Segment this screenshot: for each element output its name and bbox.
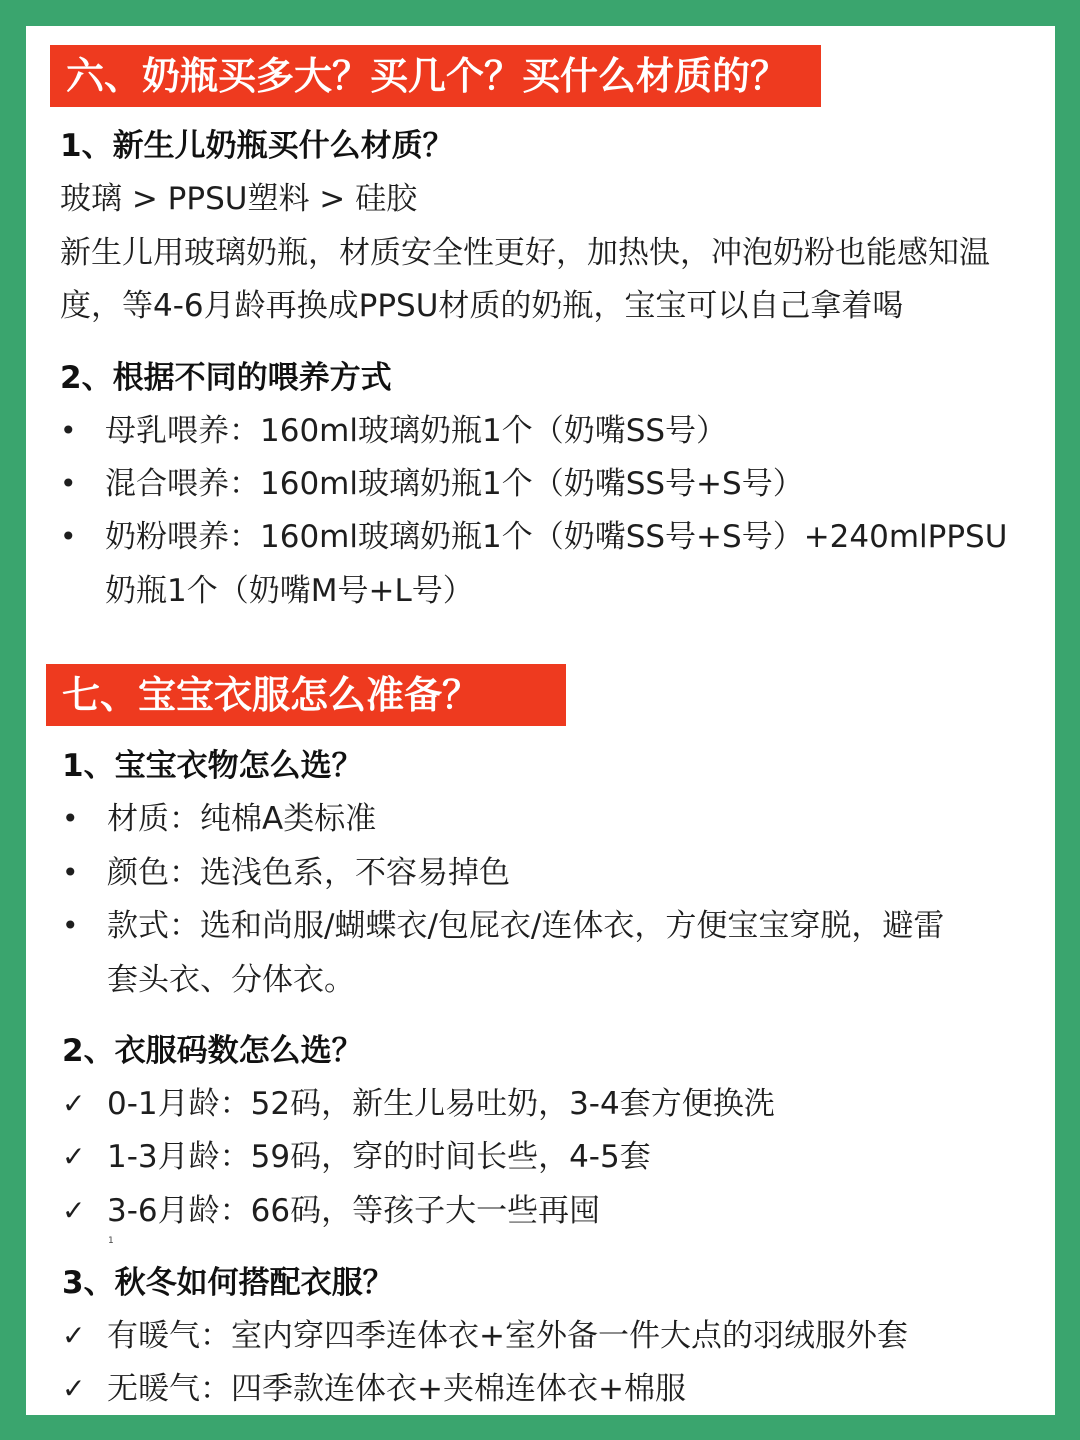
list-item [62, 1316, 1042, 1356]
section-6-q2-heading: 2、根据不同的喂养方式 [60, 360, 392, 396]
list-item [60, 517, 1040, 557]
clothing-material-text: 材质：纯棉A类标准 [107, 801, 377, 837]
list-item [60, 411, 1040, 451]
clothing-color-text: 颜色：选浅色系，不容易掉色 [107, 855, 510, 891]
list-item [62, 1369, 1042, 1409]
heating-yes-text: 有暖气：室内穿四季连体衣+室外备一件大点的羽绒服外套 [107, 1318, 908, 1354]
stray-mark: 1 [108, 1236, 114, 1246]
section-6-title: 六、奶瓶买多大？买几个？买什么材质的？ [50, 45, 821, 107]
feeding-mixed-text: 混合喂养：160ml玻璃奶瓶1个（奶嘴SS号+S号） [105, 466, 804, 502]
material-desc-line-1: 新生儿用玻璃奶瓶，材质安全性更好，加热快，冲泡奶粉也能感知温 [60, 235, 990, 271]
feeding-formula-continuation: 奶瓶1个（奶嘴M号+L号） [105, 573, 474, 609]
list-item [62, 853, 1042, 893]
feeding-formula-text: 奶粉喂养：160ml玻璃奶瓶1个（奶嘴SS号+S号）+240mlPPSU [105, 519, 1008, 555]
check-icon: ✓ [62, 1194, 86, 1227]
list-item [62, 1191, 1042, 1231]
check-icon: ✓ [62, 1087, 86, 1120]
check-icon: ✓ [62, 1319, 86, 1352]
check-icon: ✓ [62, 1140, 86, 1173]
list-item [62, 799, 1042, 839]
list-item [60, 464, 1040, 504]
size-0-1-text: 0-1月龄：52码，新生儿易吐奶，3-4套方便换洗 [107, 1086, 775, 1122]
feeding-breast-text: 母乳喂养：160ml玻璃奶瓶1个（奶嘴SS号） [105, 413, 728, 449]
section-7-title: 七、宝宝衣服怎么准备？ [46, 664, 566, 726]
bullet-dot-icon: • [62, 802, 79, 835]
size-3-6-text: 3-6月龄：66码，等孩子大一些再囤 [107, 1193, 601, 1229]
bullet-dot-icon: • [60, 414, 77, 447]
list-item [62, 906, 1042, 946]
list-item [62, 1084, 1042, 1124]
bullet-dot-icon: • [60, 520, 77, 553]
section-7-q2-heading: 2、衣服码数怎么选？ [62, 1033, 363, 1069]
section-7-q3-heading: 3、秋冬如何搭配衣服？ [62, 1265, 394, 1301]
bullet-dot-icon: • [62, 856, 79, 889]
material-desc-line-2: 度，等4-6月龄再换成PPSU材质的奶瓶，宝宝可以自己拿着喝 [60, 288, 904, 324]
bullet-dot-icon: • [62, 909, 79, 942]
size-1-3-text: 1-3月龄：59码，穿的时间长些，4-5套 [107, 1139, 651, 1175]
heating-no-text: 无暖气：四季款连体衣+夹棉连体衣+棉服 [107, 1371, 686, 1407]
clothing-style-text: 款式：选和尚服/蝴蝶衣/包屁衣/连体衣，方便宝宝穿脱，避雷 [107, 908, 945, 944]
section-6-q1-heading: 1、新生儿奶瓶买什么材质？ [60, 128, 454, 164]
check-icon: ✓ [62, 1372, 86, 1405]
bullet-dot-icon: • [60, 467, 77, 500]
material-ranking: 玻璃 > PPSU塑料 > 硅胶 [60, 181, 418, 217]
section-7-q1-heading: 1、宝宝衣物怎么选？ [62, 748, 363, 784]
content-card [26, 26, 1055, 1415]
clothing-style-continuation: 套头衣、分体衣。 [107, 962, 355, 998]
list-item [62, 1137, 1042, 1177]
